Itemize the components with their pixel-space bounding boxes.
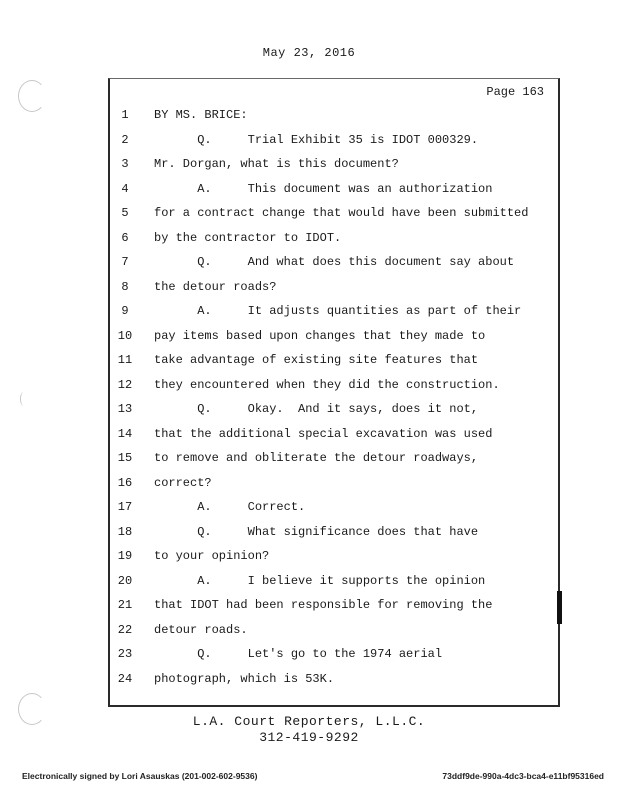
line-number: 22 <box>117 622 133 637</box>
line-number: 13 <box>117 402 133 416</box>
transcript-line: Q. Trial Exhibit 35 is IDOT 000329. <box>154 132 479 147</box>
line-number: 2 <box>121 132 129 147</box>
line-number: 10 <box>117 328 133 343</box>
line-number: 6 <box>121 230 129 245</box>
line-number: 18 <box>117 524 133 539</box>
transcript-line: Q. Okay. And it says, does it not, <box>154 402 479 416</box>
transcript-line: take advantage of existing site features that <box>154 353 479 367</box>
transcript-text <box>154 107 550 695</box>
transcript-line: A. I believe it supports the opinion <box>154 573 486 588</box>
line-number: 7 <box>121 255 129 269</box>
court-reporter-name: L.A. Court Reporters, L.L.C. <box>192 714 426 729</box>
line-number: 3 <box>121 157 129 171</box>
transcript-line: Mr. Dorgan, what is this document? <box>154 157 399 171</box>
transcript-line: A. Correct. <box>154 500 306 514</box>
transcript-line: Q. And what does this document say about <box>154 255 515 269</box>
transcript-line: BY MS. BRICE: <box>154 108 248 122</box>
court-reporter-phone: 312-419-9292 <box>259 730 359 745</box>
transcript-line: by the contractor to IDOT. <box>154 230 342 245</box>
line-number: 9 <box>121 304 129 318</box>
transcript-line: A. This document was an authorization <box>154 181 493 196</box>
transcript-line: pay items based upon changes that they made to <box>154 328 486 343</box>
line-number: 16 <box>117 475 133 490</box>
line-number: 17 <box>117 500 133 514</box>
line-number-column <box>112 107 138 695</box>
transcript-line: to your opinion? <box>154 549 270 563</box>
page-number: Page 163 <box>486 85 544 99</box>
transcript-line: for a contract change that would have been submitted <box>154 206 529 220</box>
electronic-signature: Electronically signed by Lori Asauskas (201-002-602-9536) <box>22 771 258 781</box>
line-number: 11 <box>117 353 133 367</box>
line-number: 19 <box>117 549 133 563</box>
line-number: 15 <box>117 451 133 465</box>
punch-mark-middle <box>20 392 27 406</box>
transcript-line: correct? <box>154 475 212 490</box>
line-number: 24 <box>117 671 133 686</box>
line-number: 4 <box>121 181 129 196</box>
transcript-line: the detour roads? <box>154 279 277 294</box>
transcript-line: that the additional special excavation was used <box>154 426 493 441</box>
margin-marker-bar <box>557 591 562 624</box>
transcript-line: A. It adjusts quantities as part of their <box>154 304 522 318</box>
transcript-line: detour roads. <box>154 622 248 637</box>
transcript-line: Q. What significance does that have <box>154 524 479 539</box>
transcript-date: May 23, 2016 <box>262 46 356 60</box>
line-number: 8 <box>121 279 129 294</box>
line-number: 12 <box>117 377 133 392</box>
transcript-line: they encountered when they did the construction. <box>154 377 500 392</box>
punch-hole-top <box>18 80 46 112</box>
line-number: 1 <box>121 108 129 122</box>
line-number: 14 <box>117 426 133 441</box>
transcript-line: that IDOT had been responsible for removing the <box>154 598 493 612</box>
transcript-line: Q. Let's go to the 1974 aerial <box>154 647 443 661</box>
transcript-line: photograph, which is 53K. <box>154 671 335 686</box>
line-number: 23 <box>117 647 133 661</box>
document-id: 73ddf9de-990a-4dc3-bca4-e11bf95316ed <box>442 771 604 781</box>
line-number: 21 <box>117 598 133 612</box>
line-number: 5 <box>121 206 129 220</box>
line-number: 20 <box>117 573 133 588</box>
transcript-line: to remove and obliterate the detour roadways, <box>154 451 479 465</box>
